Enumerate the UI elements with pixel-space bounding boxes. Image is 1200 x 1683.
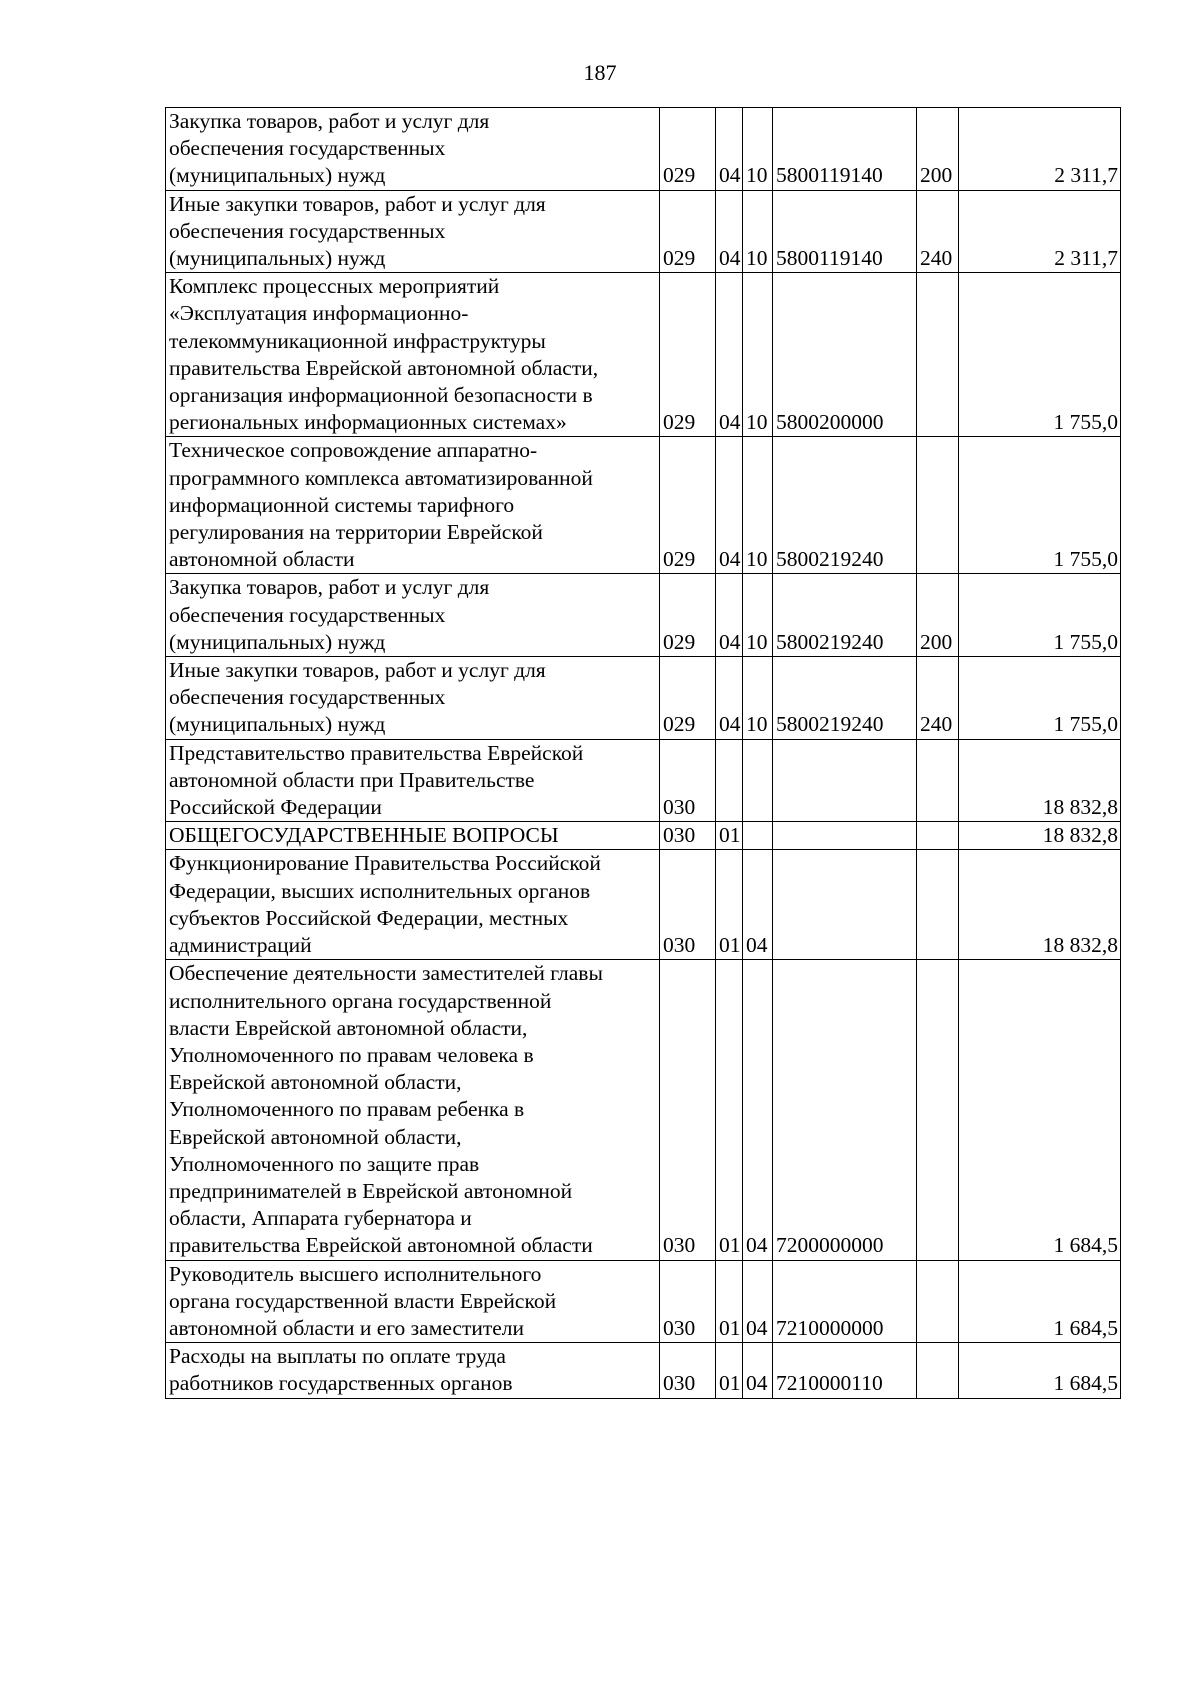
admin-code-cell: 029 <box>660 273 716 437</box>
item-name-cell <box>166 960 660 1260</box>
section-code-cell <box>716 739 743 822</box>
item-name-cell <box>166 273 660 437</box>
table-row <box>166 437 1121 574</box>
section-code-cell: 04 <box>716 657 743 740</box>
item-name-line: Еврейской автономной области, <box>169 1124 462 1149</box>
item-name-line: автономной области и его заместители <box>169 1315 525 1340</box>
budget-table-body <box>166 108 1121 1399</box>
item-name-cell <box>166 850 660 960</box>
section-code-cell: 01 <box>716 822 743 850</box>
expense-type-cell: 200 <box>917 574 959 657</box>
amount-cell: 18 832,8 <box>959 822 1121 850</box>
subsection-code-cell: 10 <box>743 190 773 273</box>
item-name-line: обеспечения государственных <box>169 685 446 710</box>
item-name-line: Обеспечение деятельности заместителей главы <box>169 961 603 986</box>
table-row <box>166 1260 1121 1343</box>
admin-code-cell: 029 <box>660 657 716 740</box>
item-name-line: «Эксплуатация информационно- <box>169 301 469 326</box>
item-name-line: (муниципальных) нужд <box>169 163 386 188</box>
item-name-line: области, Аппарата губернатора и <box>169 1206 472 1231</box>
amount-cell: 1 755,0 <box>959 657 1121 740</box>
item-name-line: Функционирование Правительства Российской <box>169 851 601 876</box>
table-row <box>166 850 1121 960</box>
expense-type-cell <box>917 960 959 1260</box>
page-number: 187 <box>583 60 617 85</box>
item-name-cell <box>166 1260 660 1343</box>
item-name-line: автономной области <box>169 547 355 572</box>
table-row <box>166 574 1121 657</box>
section-code-cell: 04 <box>716 437 743 574</box>
item-name-line: обеспечения государственных <box>169 136 446 161</box>
subsection-code-cell: 04 <box>743 1343 773 1398</box>
item-name-line: (муниципальных) нужд <box>169 712 386 737</box>
amount-cell: 18 832,8 <box>959 739 1121 822</box>
target-article-cell: 7210000000 <box>773 1260 917 1343</box>
item-name-line: информационной системы тарифного <box>169 492 515 517</box>
item-name-cell <box>166 657 660 740</box>
section-code-cell: 04 <box>716 190 743 273</box>
amount-cell: 2 311,7 <box>959 190 1121 273</box>
item-name-line: Закупка товаров, работ и услуг для <box>169 109 490 133</box>
admin-code-cell: 029 <box>660 437 716 574</box>
amount-cell: 2 311,7 <box>959 108 1121 191</box>
item-name-line: исполнительного органа государственной <box>169 988 552 1013</box>
expense-type-cell <box>917 1260 959 1343</box>
table-row <box>166 657 1121 740</box>
section-code-cell: 01 <box>716 1260 743 1343</box>
target-article-cell <box>773 739 917 822</box>
expense-type-cell: 200 <box>917 108 959 191</box>
target-article-cell <box>773 850 917 960</box>
subsection-code-cell: 10 <box>743 437 773 574</box>
admin-code-cell: 030 <box>660 1343 716 1398</box>
item-name-line: администраций <box>169 933 312 958</box>
table-row <box>166 108 1121 191</box>
target-article-cell: 5800119140 <box>773 108 917 191</box>
table-row <box>166 822 1121 850</box>
amount-cell: 1 684,5 <box>959 960 1121 1260</box>
item-name-cell <box>166 108 660 191</box>
item-name-line: регулирования на территории Еврейской <box>169 520 543 545</box>
expense-type-cell <box>917 739 959 822</box>
subsection-code-cell: 04 <box>743 1260 773 1343</box>
budget-table <box>165 107 1121 1399</box>
subsection-code-cell: 10 <box>743 657 773 740</box>
subsection-code-cell: 10 <box>743 108 773 191</box>
item-name-line: телекоммуникационной инфраструктуры <box>169 328 546 353</box>
item-name-line: Уполномоченного по защите прав <box>169 1151 480 1176</box>
target-article-cell: 5800200000 <box>773 273 917 437</box>
item-name-line: программного комплекса автоматизированной <box>169 465 593 490</box>
admin-code-cell: 030 <box>660 822 716 850</box>
table-row <box>166 960 1121 1260</box>
item-name-cell <box>166 190 660 273</box>
admin-code-cell: 029 <box>660 108 716 191</box>
amount-cell: 1 684,5 <box>959 1260 1121 1343</box>
amount-cell: 1 755,0 <box>959 273 1121 437</box>
section-code-cell: 04 <box>716 108 743 191</box>
item-name-cell <box>166 739 660 822</box>
admin-code-cell: 029 <box>660 190 716 273</box>
admin-code-cell: 030 <box>660 850 716 960</box>
expense-type-cell <box>917 850 959 960</box>
expense-type-cell <box>917 437 959 574</box>
section-code-cell: 01 <box>716 850 743 960</box>
amount-cell: 1 684,5 <box>959 1343 1121 1398</box>
expense-type-cell: 240 <box>917 657 959 740</box>
item-name-line: субъектов Российской Федерации, местных <box>169 905 569 930</box>
target-article-cell: 7210000110 <box>773 1343 917 1398</box>
target-article-cell: 5800219240 <box>773 574 917 657</box>
table-row <box>166 1343 1121 1398</box>
item-name-line: Техническое сопровождение аппаратно- <box>169 438 538 463</box>
item-name-line: Иные закупки товаров, работ и услуг для <box>169 191 546 216</box>
item-name-line: Представительство правительства Еврейской <box>169 740 584 765</box>
item-name-line: обеспечения государственных <box>169 602 446 627</box>
expense-type-cell <box>917 822 959 850</box>
target-article-cell <box>773 822 917 850</box>
item-name-line: власти Еврейской автономной области, <box>169 1015 528 1040</box>
section-code-cell: 01 <box>716 1343 743 1398</box>
expense-type-cell <box>917 1343 959 1398</box>
item-name-line: ОБЩЕГОСУДАРСТВЕННЫЕ ВОПРОСЫ <box>169 823 559 848</box>
item-name-line: Расходы на выплаты по оплате труда <box>169 1344 506 1369</box>
item-name-line: Уполномоченного по правам человека в <box>169 1042 534 1067</box>
amount-cell: 1 755,0 <box>959 437 1121 574</box>
expense-type-cell <box>917 273 959 437</box>
subsection-code-cell <box>743 739 773 822</box>
item-name-line: Еврейской автономной области, <box>169 1070 462 1095</box>
section-code-cell: 04 <box>716 273 743 437</box>
item-name-line: Российской Федерации <box>169 795 382 820</box>
subsection-code-cell: 10 <box>743 273 773 437</box>
item-name-line: обеспечения государственных <box>169 218 446 243</box>
table-row <box>166 190 1121 273</box>
item-name-line: региональных информационных системах» <box>169 410 567 435</box>
item-name-line: Руководитель высшего исполнительного <box>169 1261 542 1286</box>
item-name-line: организация информационной безопасности в <box>169 383 593 408</box>
subsection-code-cell <box>743 822 773 850</box>
target-article-cell: 5800219240 <box>773 657 917 740</box>
item-name-line: правительства Еврейской автономной области, <box>169 355 599 380</box>
item-name-line: (муниципальных) нужд <box>169 629 386 654</box>
item-name-line: автономной области при Правительстве <box>169 767 535 792</box>
amount-cell: 1 755,0 <box>959 574 1121 657</box>
item-name-line: правительства Еврейской автономной области <box>169 1233 593 1258</box>
admin-code-cell: 030 <box>660 1260 716 1343</box>
item-name-line: (муниципальных) нужд <box>169 246 386 271</box>
table-row <box>166 273 1121 437</box>
item-name-cell <box>166 437 660 574</box>
item-name-line: Комплекс процессных мероприятий <box>169 274 500 299</box>
section-code-cell: 04 <box>716 574 743 657</box>
target-article-cell: 5800119140 <box>773 190 917 273</box>
admin-code-cell: 030 <box>660 960 716 1260</box>
item-name-cell <box>166 822 660 850</box>
item-name-cell <box>166 1343 660 1398</box>
item-name-line: работников государственных органов <box>169 1371 513 1396</box>
item-name-line: Федерации, высших исполнительных органов <box>169 878 591 903</box>
section-code-cell: 01 <box>716 960 743 1260</box>
table-row <box>166 739 1121 822</box>
subsection-code-cell: 04 <box>743 850 773 960</box>
item-name-line: Уполномоченного по правам ребенка в <box>169 1097 525 1122</box>
expense-type-cell: 240 <box>917 190 959 273</box>
item-name-line: предпринимателей в Еврейской автономной <box>169 1178 573 1203</box>
subsection-code-cell: 04 <box>743 960 773 1260</box>
target-article-cell: 5800219240 <box>773 437 917 574</box>
admin-code-cell: 030 <box>660 739 716 822</box>
amount-cell: 18 832,8 <box>959 850 1121 960</box>
item-name-cell <box>166 574 660 657</box>
item-name-line: Иные закупки товаров, работ и услуг для <box>169 658 546 683</box>
item-name-line: органа государственной власти Еврейской <box>169 1288 557 1313</box>
subsection-code-cell: 10 <box>743 574 773 657</box>
item-name-line: Закупка товаров, работ и услуг для <box>169 575 490 600</box>
target-article-cell: 7200000000 <box>773 960 917 1260</box>
admin-code-cell: 029 <box>660 574 716 657</box>
